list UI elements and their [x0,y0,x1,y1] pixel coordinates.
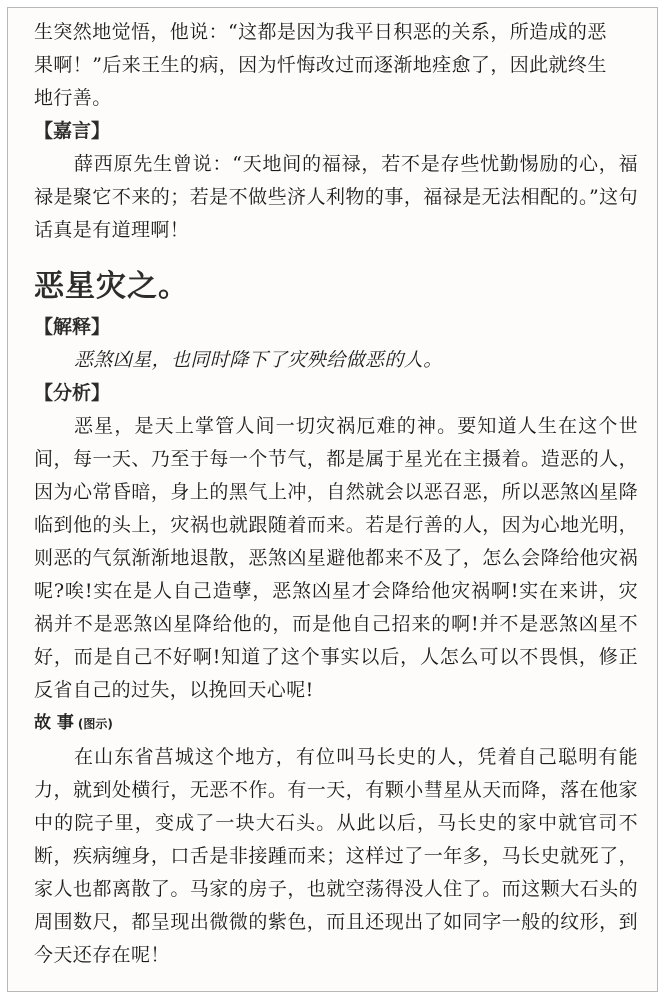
page-content [34,16,638,972]
story-heading-note: (图示) [77,717,113,731]
jiayan-text: 薛西原先生曾说：“天地间的福禄，若不是存些忧勤惕励的心，福禄是聚它不来的；若是不做些济人利物的事，福禄是无法相配的。”这句话真是有道理啊！ [34,153,638,241]
explain-text: 恶煞凶星，也同时降下了灾殃给做恶的人。 [74,349,443,371]
continuation-line-3: 地行善。 [34,87,112,109]
story-text: 在山东省莒城这个地方，有位叫马长史的人，凭着自己聪明有能力，就到处横行，无恶不作。有一天，有颗小彗星从天而降，落在他家中的院子里，变成了一块大石头。从此以后，马长史的家中就官司不断，疾病缠身，口舌是非接踵而来；这样过了一年多，马长史就死了，家人也都离散了。马家的房子，也就空荡得没人住了。而这颗大石头的周围数尺，都呈现出微微的紫色，而且还现出了如同字一般的纹形，到今天还存在呢！ [34,746,638,966]
continuation-paragraph [34,16,638,115]
analysis-heading: 【分析】 [34,382,111,404]
analysis-text: 恶星，是天上掌管人间一切灾祸厄难的神。要知道人生在这个世间，每一天、乃至于每一个节气，都是属于星光在主摄着。造恶的人，因为心常昏暗，身上的黑气上冲，自然就会以恶召恶，所以恶煞凶星降临到他的头上，灾祸也就跟随着而来。若是行善的人，因为心地光明，则恶的气氛渐渐地退散，恶煞凶星避他都来不及了，怎么会降给他灾祸呢?唉!实在是人自己造孽，恶煞凶星才会降给他灾祸啊!实在来讲，灾祸并不是恶煞凶星降给他的，而是他自己招来的啊!并不是恶煞凶星不好，而是自己不好啊!知道了这个事实以后，人怎么可以不畏惧，修正反省自己的过失，以挽回天心呢! [34,415,638,701]
story-heading [34,707,638,741]
section-title: 恶星灾之。 [34,269,189,304]
continuation-line-2: 果啊！”后来王生的病，因为忏悔改过而逐渐地痊愈了，因此就终生 [34,54,607,76]
explain-heading: 【解释】 [34,316,111,338]
jiayan-heading: 【嘉言】 [34,120,111,142]
continuation-line-1: 生突然地觉悟，他说：“这都是因为我平日积恶的关系，所造成的恶 [34,21,607,43]
story-heading-label: 故 事 [34,713,74,733]
